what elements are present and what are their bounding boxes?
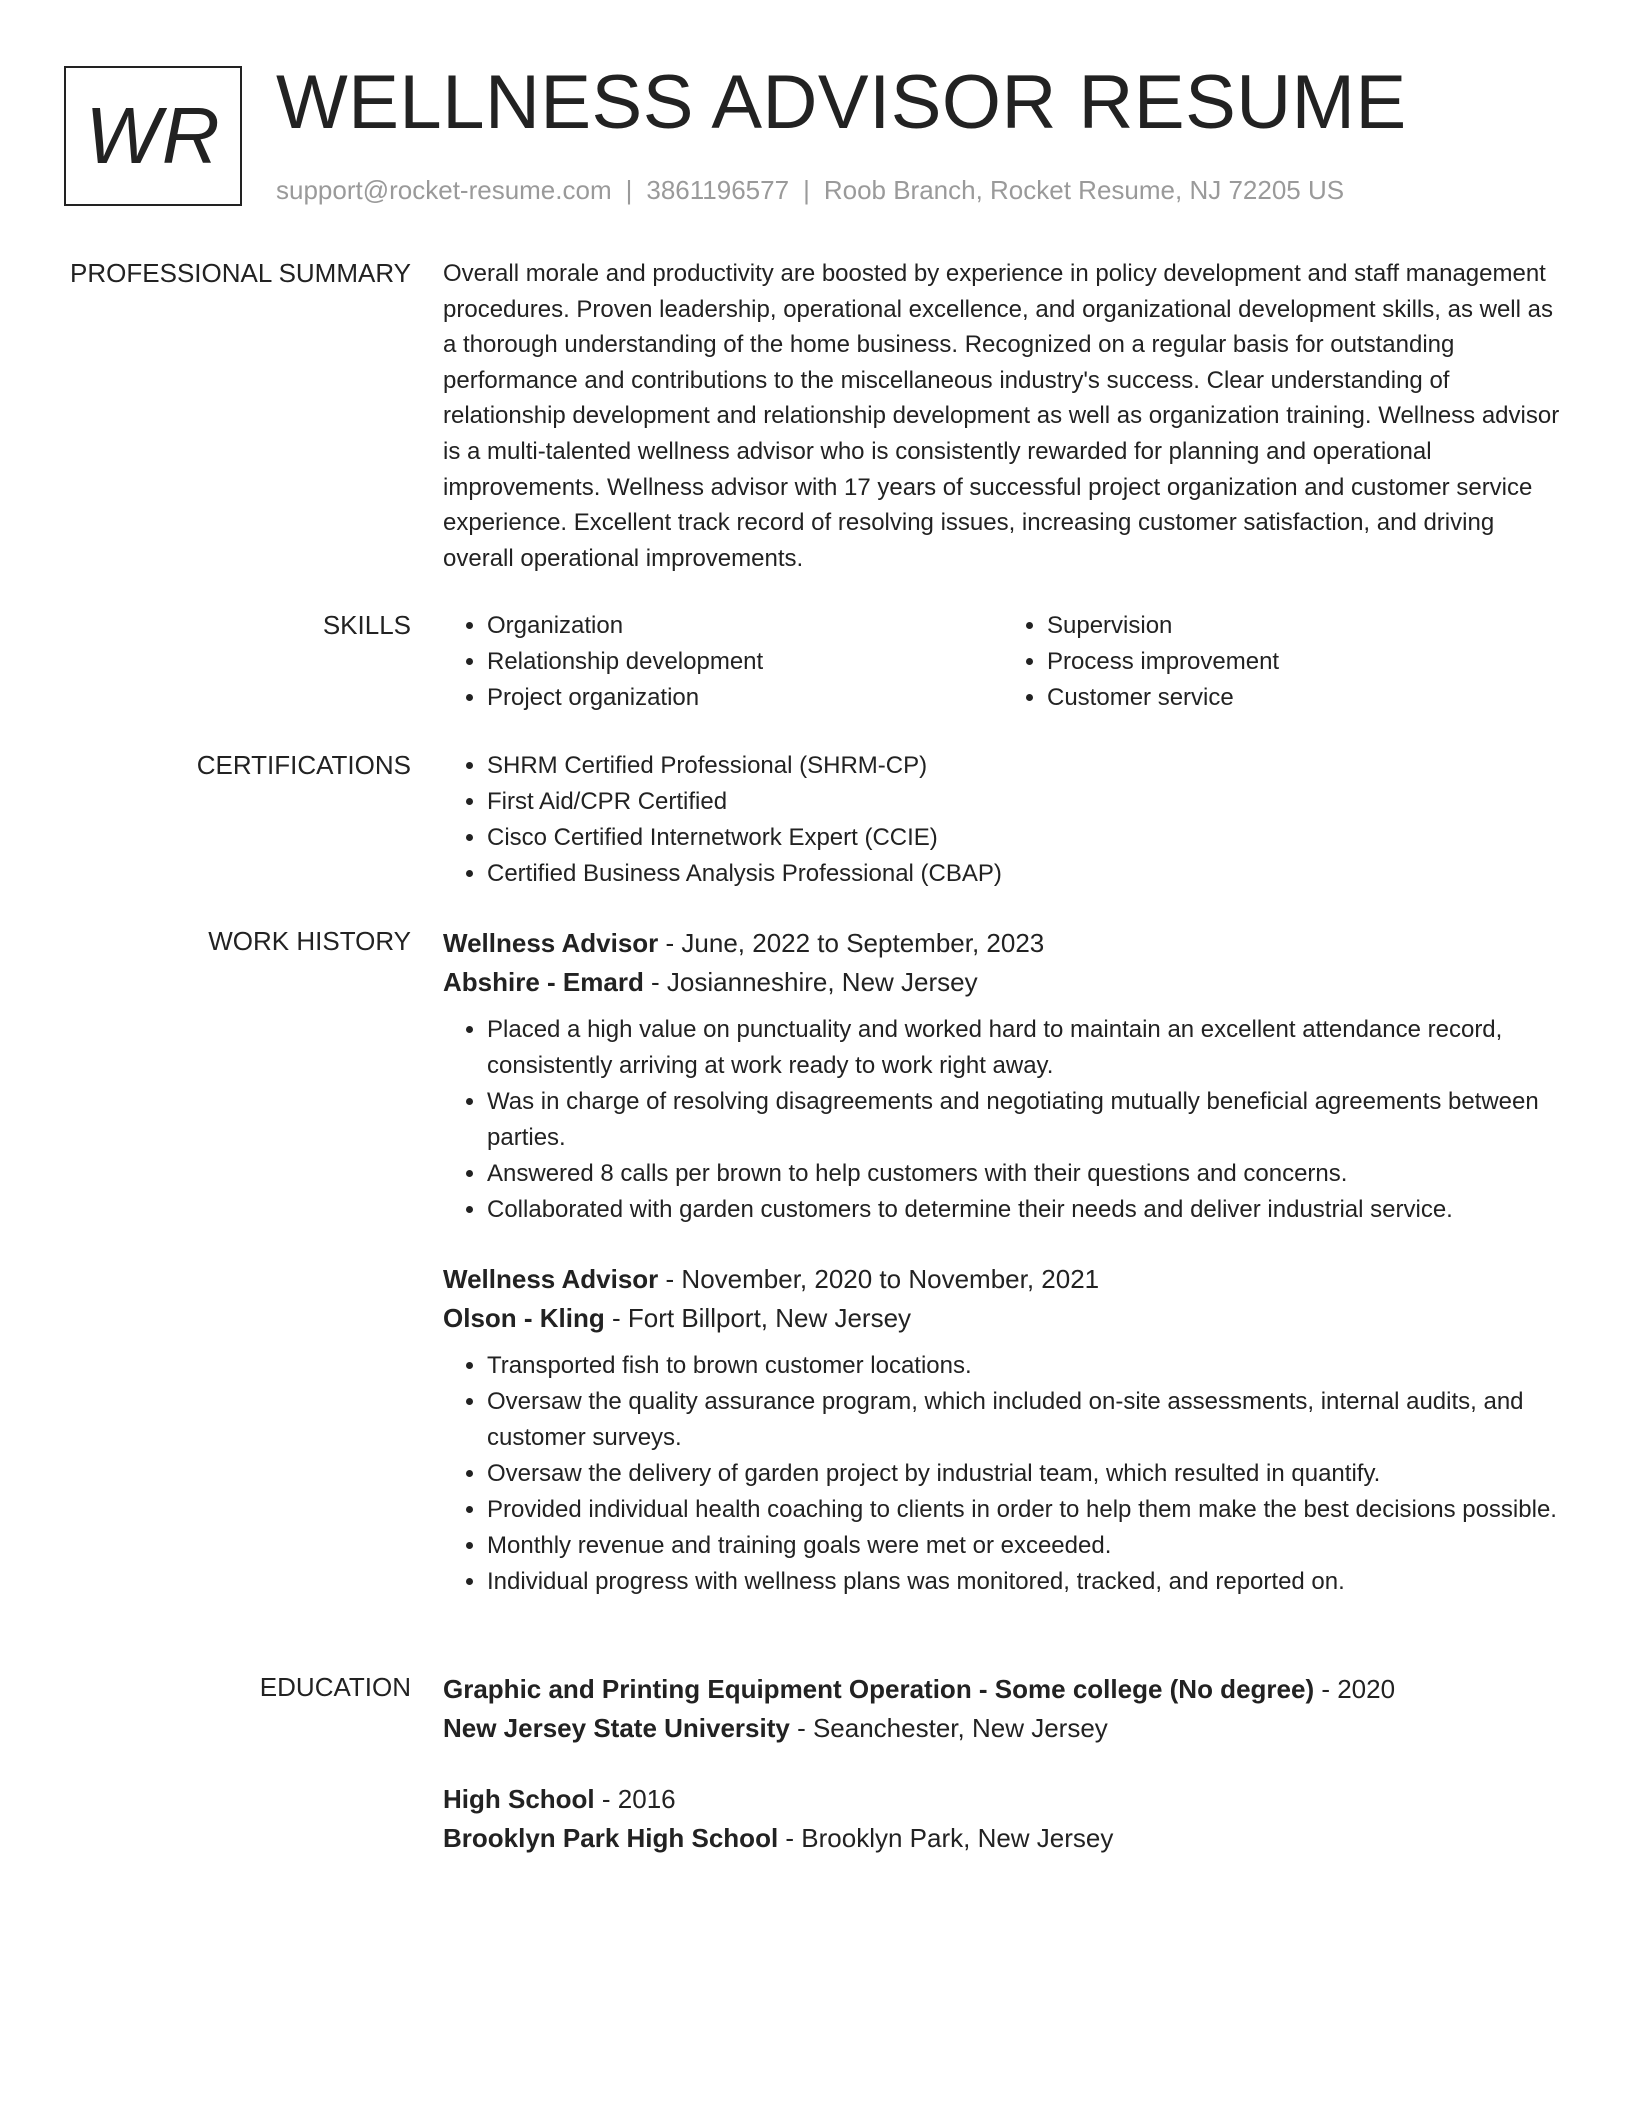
job-dates: - June, 2022 to September, 2023 bbox=[658, 928, 1045, 958]
contact-separator: | bbox=[803, 175, 810, 205]
job-company-line bbox=[443, 1299, 1563, 1338]
skill-item: • Supervision bbox=[1047, 608, 1563, 644]
job-duty: • Monthly revenue and training goals were met or exceeded. bbox=[487, 1528, 1563, 1564]
education-school-line bbox=[443, 1819, 1563, 1858]
certifications-list bbox=[443, 748, 1563, 892]
section-label-skills: SKILLS bbox=[322, 610, 411, 640]
certification-item: • Cisco Certified Internetwork Expert (CCIE) bbox=[487, 820, 1563, 856]
certification-item: • Certified Business Analysis Professional (CBAP) bbox=[487, 856, 1563, 892]
job-duty: • Collaborated with garden customers to determine their needs and deliver industrial service. bbox=[487, 1192, 1563, 1228]
skill-item: • Organization bbox=[487, 608, 1003, 644]
job-duty: • Provided individual health coaching to clients in order to help them make the best decisions possible. bbox=[487, 1492, 1563, 1528]
education-entry bbox=[443, 1670, 1563, 1748]
monogram-logo: WR bbox=[64, 66, 242, 206]
section-label-summary: PROFESSIONAL SUMMARY bbox=[70, 258, 411, 288]
education-entry bbox=[443, 1780, 1563, 1858]
education-degree: High School bbox=[443, 1784, 595, 1814]
job-title: Wellness Advisor bbox=[443, 928, 659, 958]
contact-address: Roob Branch, Rocket Resume, NJ 72205 US bbox=[823, 175, 1345, 205]
certification-item: • SHRM Certified Professional (SHRM-CP) bbox=[487, 748, 1563, 784]
education-year: - 2016 bbox=[594, 1784, 676, 1814]
skills-list-left bbox=[443, 608, 1003, 716]
education-school-line bbox=[443, 1709, 1563, 1748]
section-label-work: WORK HISTORY bbox=[208, 926, 411, 956]
education-school: New Jersey State University bbox=[443, 1713, 790, 1743]
skill-item: • Customer service bbox=[1047, 680, 1563, 716]
job-entry bbox=[443, 924, 1563, 1228]
job-duties-list bbox=[443, 1012, 1563, 1228]
job-duty: • Oversaw the delivery of garden project by industrial team, which resulted in quantify. bbox=[487, 1456, 1563, 1492]
education-location: - Brooklyn Park, New Jersey bbox=[778, 1823, 1114, 1853]
section-label-education: EDUCATION bbox=[259, 1672, 411, 1702]
job-entry bbox=[443, 1260, 1563, 1600]
resume-title: WELLNESS ADVISOR RESUME bbox=[276, 60, 1407, 145]
contact-line bbox=[276, 174, 1344, 206]
section-label-certifications: CERTIFICATIONS bbox=[196, 750, 411, 780]
job-duties-list bbox=[443, 1348, 1563, 1600]
skill-item: • Relationship development bbox=[487, 644, 1003, 680]
job-title: Wellness Advisor bbox=[443, 1264, 659, 1294]
job-dates: - November, 2020 to November, 2021 bbox=[658, 1264, 1100, 1294]
skills-list-right bbox=[1003, 608, 1563, 716]
contact-phone[interactable]: 3861196577 bbox=[646, 175, 790, 205]
job-company-line bbox=[443, 963, 1563, 1002]
job-title-line bbox=[443, 924, 1563, 963]
job-company: Abshire - Emard bbox=[443, 967, 644, 997]
education-degree-line bbox=[443, 1670, 1563, 1709]
skill-item: • Project organization bbox=[487, 680, 1003, 716]
certification-item: • First Aid/CPR Certified bbox=[487, 784, 1563, 820]
skill-item: • Process improvement bbox=[1047, 644, 1563, 680]
summary-text: Overall morale and productivity are boosted by experience in policy development and staff management procedures. Proven leadership, operational excellence, and organizational development skills, as well as a thorough understanding of the home business. Recognized on a regular basis for outstanding performance and contributions to the miscellaneous industry's success. Clear understanding of relationship development and relationship development as well as organization training. Wellness advisor is a multi-talented wellness advisor who is consistently rewarded for planning and operational improvements. Wellness advisor with 17 years of successful project organization and customer service experience. Excellent track record of resolving issues, increasing customer satisfaction, and driving overall operational improvements. bbox=[443, 260, 1560, 572]
job-duty: • Transported fish to brown customer locations. bbox=[487, 1348, 1563, 1384]
contact-separator: | bbox=[625, 175, 633, 205]
education-degree: Graphic and Printing Equipment Operation - Some college (No degree) bbox=[443, 1674, 1315, 1704]
job-location: - Josianneshire, New Jersey bbox=[643, 967, 978, 997]
job-company: Olson - Kling bbox=[443, 1303, 605, 1333]
job-duty: • Oversaw the quality assurance program, which included on-site assessments, internal audits, and customer surveys. bbox=[487, 1384, 1563, 1456]
education-school: Brooklyn Park High School bbox=[443, 1823, 779, 1853]
job-duty: • Was in charge of resolving disagreements and negotiating mutually beneficial agreements between parties. bbox=[487, 1084, 1563, 1156]
education-degree-line bbox=[443, 1780, 1563, 1819]
job-duty: • Placed a high value on punctuality and worked hard to maintain an excellent attendance record, consistently arriving at work ready to work right away. bbox=[487, 1012, 1563, 1084]
education-location: - Seanchester, New Jersey bbox=[789, 1713, 1108, 1743]
contact-email[interactable]: support@rocket-resume.com bbox=[276, 175, 612, 205]
job-title-line bbox=[443, 1260, 1563, 1299]
education-year: - 2020 bbox=[1314, 1674, 1396, 1704]
job-duty: • Individual progress with wellness plans was monitored, tracked, and reported on. bbox=[487, 1564, 1563, 1600]
job-location: - Fort Billport, New Jersey bbox=[604, 1303, 912, 1333]
job-duty: • Answered 8 calls per brown to help customers with their questions and concerns. bbox=[487, 1156, 1563, 1192]
